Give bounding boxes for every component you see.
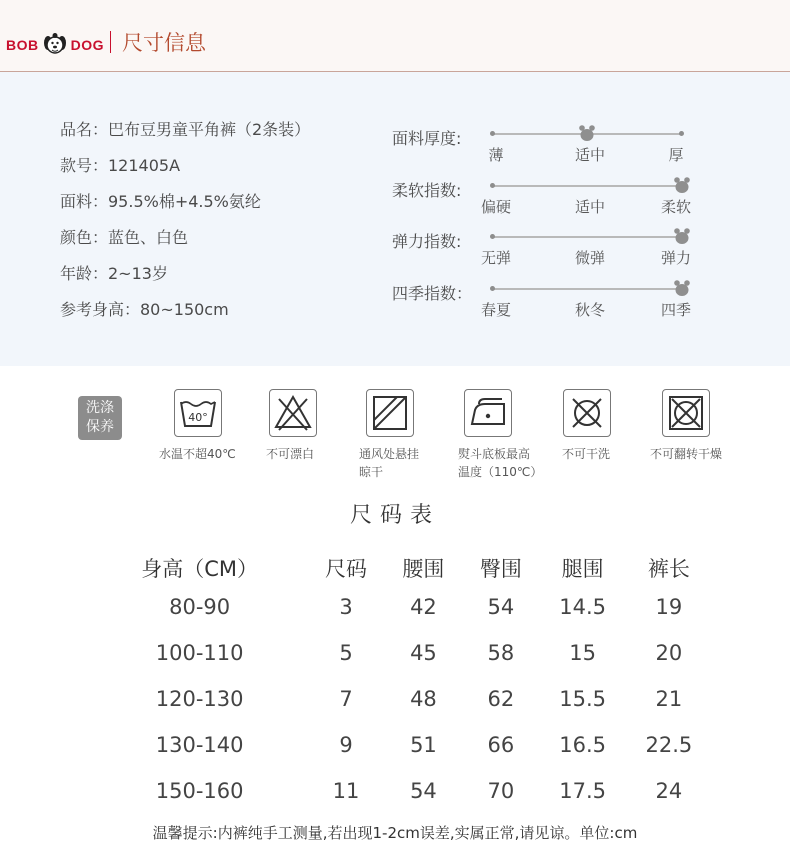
slider-end: [490, 286, 495, 291]
table-cell: 15: [569, 641, 597, 665]
index-option: 四季: [660, 301, 691, 319]
table-row: [92, 768, 712, 814]
care-label-tumble: [650, 445, 722, 463]
table-cell: 150-160: [155, 779, 244, 803]
paw-knob-icon: [578, 124, 596, 142]
table-cell: 48: [410, 687, 437, 711]
slider-end: [490, 234, 495, 239]
header-bar: [0, 0, 790, 72]
size-table: [92, 552, 712, 814]
care-tag-line-2: 保养: [86, 419, 114, 435]
table-cell: 42: [410, 595, 437, 619]
care-tag-line-1: 洗涤: [86, 400, 114, 416]
table-cell: 120-130: [155, 687, 244, 711]
size-table-header-cell: 裤长: [647, 557, 690, 581]
table-cell: 62: [487, 687, 515, 711]
index-label: 面料厚度:: [392, 129, 462, 148]
product-code: 款号：121405A: [60, 156, 181, 175]
table-cell: 21: [655, 687, 683, 711]
index-option: 适中: [574, 198, 605, 216]
care-label-line: 晾干: [359, 465, 384, 479]
product-color: 颜色：蓝色、白色: [60, 228, 189, 247]
care-label-dry: [359, 445, 419, 481]
index-option: 柔软: [660, 198, 691, 216]
table-row: [92, 676, 712, 722]
care-label-line: 水温不超40℃: [159, 447, 236, 461]
table-cell: 24: [655, 779, 683, 803]
index-slider-track: [492, 133, 682, 135]
care-label-line: 熨斗底板最高: [458, 447, 531, 461]
care-label-line: 不可干洗: [562, 447, 611, 461]
table-row: [92, 630, 712, 676]
index-slider-track: [492, 288, 682, 290]
slider-end: [679, 131, 684, 136]
table-cell: 130-140: [155, 733, 244, 757]
care-tag: [78, 396, 122, 440]
product-age: 年龄：2~13岁: [60, 264, 168, 283]
size-table-title: 尺码表: [349, 503, 440, 528]
table-cell: 54: [410, 779, 437, 803]
wash-40-icon: [174, 389, 222, 437]
table-cell: 5: [339, 641, 353, 665]
slider-end: [490, 183, 495, 188]
brand-text-right: DOG: [70, 37, 105, 53]
brand-text-left: BOB: [6, 37, 39, 53]
care-label-line: 不可漂白: [266, 447, 315, 461]
table-cell: 19: [655, 595, 683, 619]
index-label: 四季指数：: [392, 284, 473, 303]
table-cell: 58: [487, 641, 515, 665]
table-cell: 17.5: [559, 779, 607, 803]
index-label: 柔软指数:: [392, 181, 462, 200]
size-table-header-cell: 身高（CM）: [141, 557, 259, 581]
paw-knob-icon: [673, 227, 691, 245]
table-cell: 80-90: [169, 595, 231, 619]
table-row: [92, 584, 712, 630]
product-fabric: 面料：95.5%棉+4.5%氨纶: [60, 192, 261, 211]
table-cell: 100-110: [155, 641, 244, 665]
index-option: 春夏: [480, 301, 511, 319]
table-cell: 14.5: [559, 595, 607, 619]
no-dry-clean-icon: [563, 389, 611, 437]
table-row: [92, 722, 712, 768]
index-label: 弹力指数:: [392, 232, 462, 251]
index-slider-track: [492, 185, 682, 187]
care-label-wash: [159, 445, 236, 463]
index-slider-track: [492, 236, 682, 238]
no-tumble-dry-icon: [662, 389, 710, 437]
product-height: 参考身高：80~150cm: [60, 300, 229, 319]
brand-logo: [6, 32, 104, 58]
size-table-header: [92, 552, 712, 584]
table-cell: 20: [655, 641, 683, 665]
care-label-line: 通风处悬挂: [359, 447, 420, 461]
care-label-line: 不可翻转干燥: [650, 447, 723, 461]
index-option: 厚: [668, 146, 684, 164]
hang-dry-shade-icon: [366, 389, 414, 437]
no-bleach-icon: [269, 389, 317, 437]
size-table-header-cell: 腰围: [402, 557, 445, 581]
size-table-header-cell: 腿围: [561, 557, 604, 581]
section-title: 尺寸信息: [122, 31, 206, 55]
table-cell: 70: [487, 779, 515, 803]
care-label-iron: [458, 445, 542, 481]
table-cell: 45: [410, 641, 437, 665]
table-cell: 16.5: [559, 733, 607, 757]
measurement-note: 温馨提示:内裤纯手工测量,若出现1-2cm误差,实属正常,请见谅。单位:cm: [152, 824, 638, 842]
index-option: 秋冬: [574, 301, 605, 319]
size-table-header-cell: 尺码: [325, 557, 367, 581]
table-cell: 51: [410, 733, 437, 757]
care-label-bleach: [266, 445, 314, 463]
table-cell: 9: [339, 733, 353, 757]
product-info-panel: [0, 72, 790, 366]
dog-logo-icon: [42, 32, 68, 58]
index-option: 弹力: [660, 249, 691, 267]
table-cell: 54: [487, 595, 515, 619]
index-option: 薄: [488, 146, 504, 164]
index-option: 适中: [574, 146, 605, 164]
index-option: 无弹: [480, 249, 511, 267]
index-option: 偏硬: [480, 198, 511, 216]
paw-knob-icon: [673, 279, 691, 297]
paw-knob-icon: [673, 176, 691, 194]
size-table-body: [92, 584, 712, 814]
table-cell: 7: [339, 687, 353, 711]
index-option: 微弹: [574, 249, 605, 267]
header-separator: [110, 31, 111, 53]
table-cell: 11: [332, 779, 360, 803]
care-label-line: 温度（110℃）: [458, 465, 543, 479]
product-details: [60, 118, 310, 334]
care-label-dryclean: [562, 445, 610, 463]
product-name: 品名：巴布豆男童平角裤（2条装）: [60, 120, 311, 139]
size-table-header-cell: 臀围: [479, 557, 522, 581]
wash-temp-label: 40°: [188, 411, 208, 424]
table-cell: 22.5: [645, 733, 693, 757]
table-cell: 15.5: [559, 687, 607, 711]
table-cell: 66: [487, 733, 515, 757]
iron-110-icon: [464, 389, 512, 437]
slider-end: [490, 131, 495, 136]
table-cell: 3: [339, 595, 353, 619]
